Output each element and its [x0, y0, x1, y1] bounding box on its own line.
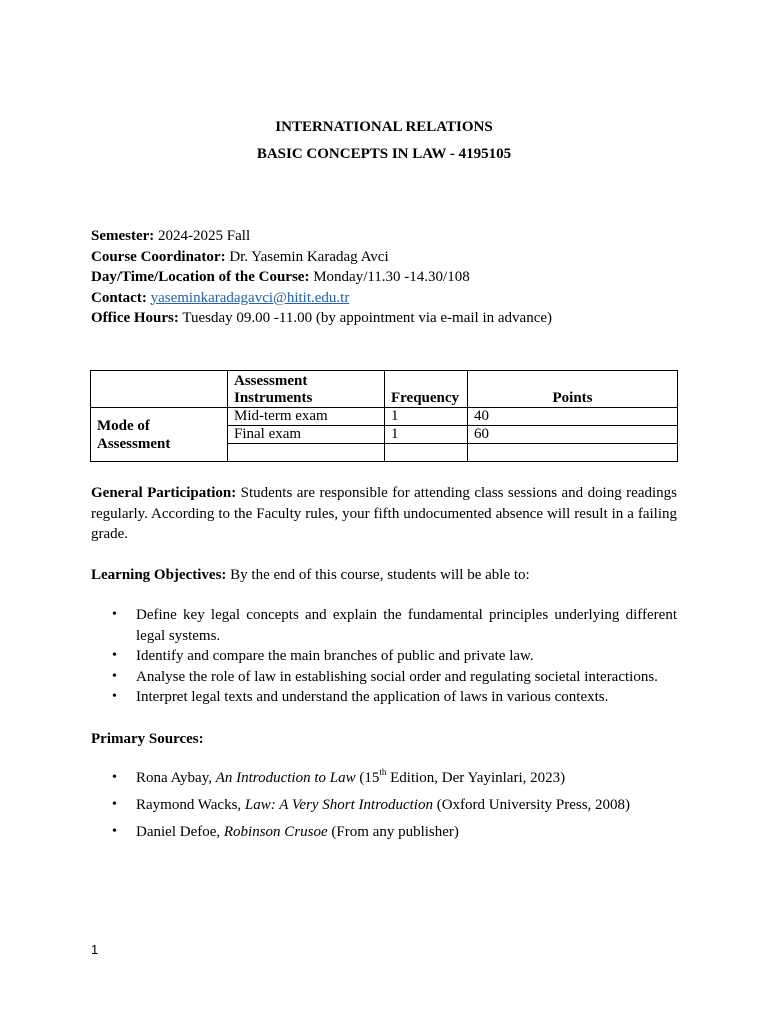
list-item — [91, 667, 677, 688]
objective-text: Analyse the role of law in establishing social order and regulating societal interactions. — [136, 668, 658, 685]
instrument-cell — [228, 444, 385, 462]
points-cell — [468, 444, 678, 462]
sources-label: Primary Sources: — [91, 731, 204, 747]
list-item — [91, 687, 677, 708]
source-superscript: th — [379, 767, 387, 777]
office-hours-line — [91, 308, 691, 329]
page-number: 1 — [91, 942, 99, 957]
mode-of-assessment-cell — [91, 408, 228, 462]
frequency-cell: 1 — [385, 426, 468, 444]
source-title: Robinson Crusoe — [223, 824, 328, 840]
general-participation-paragraph — [91, 483, 677, 545]
list-item — [91, 822, 677, 843]
schedule-value: Monday/11.30 -14.30/108 — [309, 269, 470, 285]
office-hours-value: Tuesday 09.00 -11.00 (by appointment via e-mail in advance) — [178, 310, 553, 326]
bullet-icon: • — [112, 797, 117, 812]
source-detail-rest: Edition, Der Yayinlari, 2023) — [386, 770, 566, 786]
coordinator-line — [91, 247, 691, 268]
assessment-table — [90, 370, 678, 462]
objectives-label: Learning Objectives: — [91, 567, 227, 583]
bullet-icon: • — [112, 648, 117, 663]
instrument-cell: Final exam — [228, 426, 385, 444]
coordinator-label: Course Coordinator: — [91, 248, 226, 265]
bullet-icon: • — [112, 770, 117, 785]
header-instruments — [228, 371, 385, 408]
header-frequency: Frequency — [385, 371, 468, 408]
objectives-intro: By the end of this course, students will be able to: — [226, 567, 530, 583]
semester-line — [91, 226, 691, 247]
table-row — [91, 408, 678, 426]
bullet-icon: • — [112, 607, 117, 622]
participation-text: Students are responsible for attending class sessions and doing readings regularly. According to the Faculty rules, your fifth undocumented absence will result in a failing grade. — [91, 485, 677, 542]
sources-list — [91, 768, 677, 849]
objective-text: Interpret legal texts and understand the application of laws in various contexts. — [136, 689, 609, 705]
source-title: Law: A Very Short Introduction — [244, 797, 433, 813]
header-instruments-line2: Instruments — [234, 390, 313, 406]
source-detail: (Oxford University Press, 2008) — [432, 797, 631, 813]
header-empty-cell — [91, 371, 228, 408]
contact-email-link[interactable]: yaseminkaradagavci@hitit.edu.tr — [150, 289, 350, 306]
schedule-label: Day/Time/Location of the Course: — [91, 269, 310, 285]
list-item — [91, 646, 677, 667]
mode-label-line1: Mode of — [97, 417, 150, 434]
mode-label-line2: Assessment — [97, 435, 171, 452]
source-author: Raymond Wacks, — [136, 797, 245, 813]
list-item — [91, 768, 677, 789]
contact-line — [91, 288, 691, 309]
header-instruments-line1: Assessment — [234, 373, 308, 389]
instrument-cell: Mid-term exam — [228, 408, 385, 426]
points-cell: 40 — [468, 408, 678, 426]
primary-sources-heading — [91, 729, 677, 750]
bullet-icon: • — [112, 824, 117, 839]
source-author: Rona Aybay, — [136, 770, 216, 786]
semester-label: Semester: — [91, 228, 155, 244]
office-hours-label: Office Hours: — [91, 310, 179, 326]
program-title: INTERNATIONAL RELATIONS — [275, 119, 493, 135]
course-info-block — [91, 226, 691, 329]
schedule-line — [91, 267, 691, 288]
source-detail: (From any publisher) — [327, 824, 459, 840]
objective-text: Identify and compare the main branches of public and private law. — [136, 648, 534, 664]
source-author: Daniel Defoe, — [136, 824, 224, 840]
points-cell: 60 — [468, 426, 678, 444]
objectives-list — [91, 605, 677, 708]
course-title: BASIC CONCEPTS IN LAW - 4195105 — [256, 146, 512, 162]
frequency-cell — [385, 444, 468, 462]
source-title: An Introduction to Law — [215, 770, 356, 786]
assessment-header-row — [91, 371, 678, 408]
header-points: Points — [468, 371, 678, 408]
bullet-icon: • — [112, 668, 117, 684]
contact-label: Contact: — [91, 289, 147, 306]
list-item — [91, 795, 677, 816]
learning-objectives-heading — [91, 565, 677, 586]
bullet-icon: • — [112, 689, 117, 704]
frequency-cell: 1 — [385, 408, 468, 426]
semester-value: 2024-2025 Fall — [154, 228, 251, 244]
objective-text: Define key legal concepts and explain the fundamental principles underlying different legal systems. — [136, 607, 677, 644]
participation-label: General Participation: — [91, 485, 237, 501]
source-detail: (15 — [355, 770, 380, 786]
list-item — [91, 605, 677, 646]
coordinator-value: Dr. Yasemin Karadag Avci — [225, 248, 389, 265]
